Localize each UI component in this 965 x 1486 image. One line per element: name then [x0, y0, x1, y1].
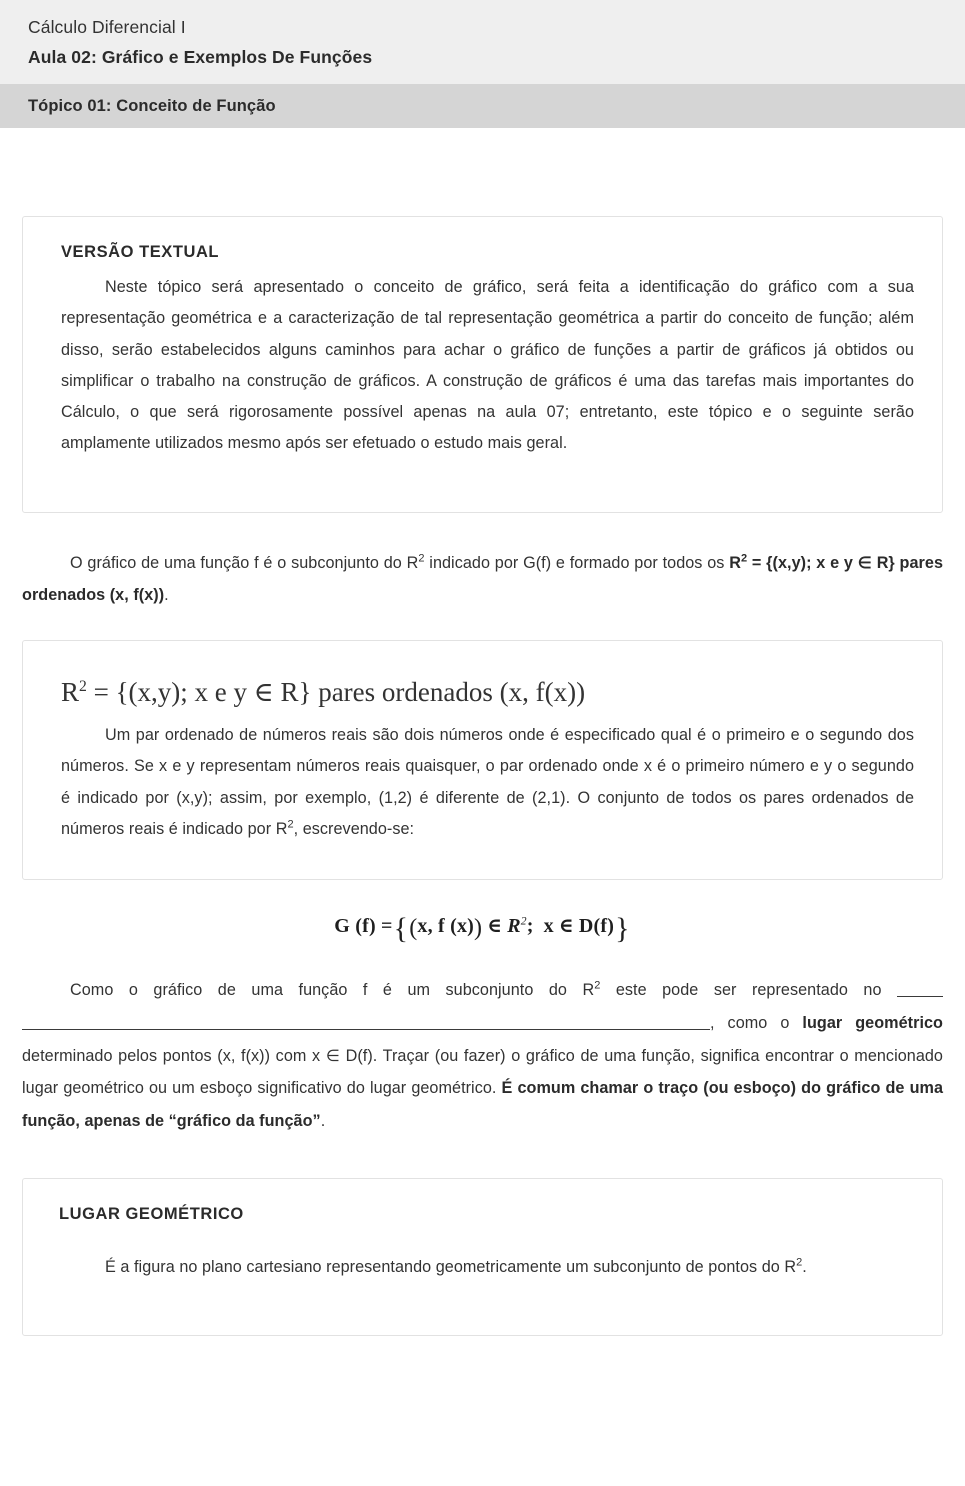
- spacer-after-formula: [18, 952, 947, 974]
- course-title: Cálculo Diferencial I: [28, 17, 186, 37]
- formula-condition-member: ∈: [558, 915, 574, 938]
- ordered-pairs-sup: 2: [287, 818, 294, 831]
- page-header: [0, 0, 965, 84]
- locus-text-1: Como o gráfico de uma função f é um subconjunto do R: [70, 981, 595, 1000]
- locus-paragraph: [18, 974, 947, 1138]
- locus-text-4: determinado pelos pontos (x, f(x)) com x ∈ D(f). Traçar (ou fazer) o gráfico de uma função, significa encontrar o mencionado lugar geométrico ou um esboço significativo do lugar geométrico.: [22, 1046, 943, 1098]
- graph-definition-sup-1: 2: [418, 552, 425, 565]
- ordered-pairs-paragraph: [61, 720, 914, 845]
- formula-set-symbol: R: [507, 915, 521, 938]
- formula-args: x, f (x): [417, 915, 475, 938]
- locus-bold-2: É comum chamar o traço (ou esboço) do gráfico de uma função, apenas de “gráfico da função”: [22, 1079, 943, 1131]
- locus-text-5: .: [320, 1112, 326, 1131]
- textual-version-heading: VERSÃO TEXTUAL: [61, 243, 220, 261]
- spacer-before-formula: [18, 880, 947, 902]
- graph-definition-paragraph: [18, 547, 947, 612]
- lesson-title: Aula 02: Gráfico e Exemplos De Funções: [28, 47, 373, 68]
- graph-definition-text-3: .: [164, 586, 169, 605]
- top-spacer: [18, 128, 947, 216]
- spacer-before-box2: [18, 612, 947, 640]
- formula-separator: ;: [526, 915, 534, 938]
- graph-definition-bold-sup: 2: [740, 552, 748, 565]
- formula-lhs: G (f) =: [334, 915, 393, 938]
- textual-version-paragraph: Neste tópico será apresentado o conceito de gráfico, será feita a identificação do gráfico com a sua representação geométrica e a caracterização de tal representação geométrica a partir do conceito de função; além disso, serão estabelecidos alguns caminhos para achar o gráfico de funções a partir de gráficos já obtidos ou simplificar o trabalho na construção de gráficos. A construção de gráficos é uma das tarefas mais importantes do Cálculo, o que será rigorosamente possível apenas na aula 07; entretanto, este tópico e o seguinte serão amplamente utilizados mesmo após ser efetuado o estudo mais geral.: [61, 278, 914, 453]
- topic-title: Tópico 01: Conceito de Função: [28, 97, 276, 115]
- ordered-pairs-text-1: Um par ordenado de números reais são dois números onde é especificado qual é o primeiro e o segundo dos números. Se x e y representam números reais quaisquer, o par ordenado onde x é o primeiro número e y o segundo é indicado por (x,y); assim, por exemplo, (1,2) é diferente de (2,1). O conjunto de todos os pares ordenados de números reais é indicado por R: [61, 726, 914, 838]
- formula-close-paren: ): [474, 915, 483, 942]
- blank-rule-segment-1: [897, 981, 943, 997]
- formula-member-symbol: ∈: [487, 915, 503, 938]
- graph-definition-text-2: indicado por G(f) e formado por todos os: [424, 553, 730, 572]
- locus-text-2: este pode ser representado no: [600, 981, 898, 1000]
- spacer-after-box1: [18, 513, 947, 547]
- locus-text-3: , como o: [710, 1013, 803, 1032]
- topic-bar: [0, 84, 965, 128]
- locus-bold-1: lugar geométrico: [802, 1013, 943, 1032]
- formula-condition-domain: D(f): [578, 915, 615, 938]
- graph-definition-bold-rest: = {(x,y); x e y ∈ R} pares ordenados (x, f(x)): [22, 553, 944, 605]
- lugar-geometrico-text-2: .: [802, 1257, 807, 1276]
- spacer-before-box3: [18, 1138, 947, 1178]
- ordered-pairs-text-2: , escrevendo-se:: [293, 819, 415, 838]
- blank-rule-segment-2: [22, 1014, 710, 1030]
- formula-container: [18, 902, 947, 952]
- textual-version-box: [22, 216, 943, 513]
- lugar-geometrico-paragraph: [61, 1252, 914, 1283]
- locus-sup-1: 2: [594, 979, 601, 992]
- ordered-pairs-heading-sup: 2: [79, 678, 87, 696]
- lugar-geometrico-heading: LUGAR GEOMÉTRICO: [59, 1204, 244, 1223]
- graph-definition-text-1: O gráfico de uma função f é o subconjunto do R: [70, 553, 419, 572]
- lugar-geometrico-text-1: É a figura no plano cartesiano representando geometricamente um subconjunto de pontos do R: [105, 1257, 797, 1276]
- ordered-pairs-box: [22, 640, 943, 880]
- ordered-pairs-heading-rest: = {(x,y); x e y ∈ R} pares ordenados (x, f(x)): [86, 677, 586, 708]
- lugar-geometrico-sup: 2: [796, 1256, 803, 1269]
- formula-set-sup: 2: [520, 914, 527, 928]
- ordered-pairs-heading: [61, 675, 920, 710]
- formula-close-brace: }: [615, 912, 630, 946]
- content-area: [0, 128, 965, 1384]
- bottom-spacer: [18, 1336, 947, 1384]
- graph-definition-bold-prefix: R: [729, 553, 741, 572]
- formula-open-paren: (: [409, 915, 418, 942]
- formula-condition-var: x: [543, 915, 554, 938]
- lugar-geometrico-box: [22, 1178, 943, 1336]
- graph-set-formula: [334, 912, 630, 946]
- formula-open-brace: {: [393, 912, 409, 946]
- ordered-pairs-heading-prefix: R: [61, 677, 80, 708]
